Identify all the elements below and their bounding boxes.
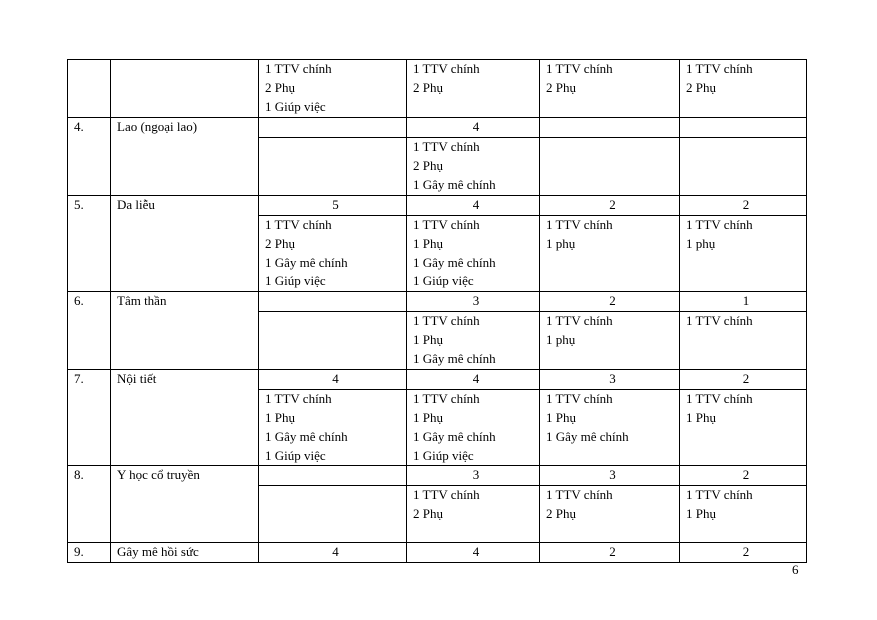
specialty-name: Gây mê hồi sức [111, 543, 259, 563]
table-row-continued [68, 60, 807, 118]
count-cell: 1 [680, 292, 807, 312]
cell-detail: 1 TTV chính 2 Phụ 1 Gây mê chính [407, 137, 540, 195]
table-row-count [68, 195, 807, 215]
row-number: 4. [68, 118, 111, 196]
cell-detail: 1 TTV chính 1 phụ [540, 312, 680, 370]
row-number: 6. [68, 292, 111, 370]
cell-detail [540, 137, 680, 195]
count-cell: 4 [407, 543, 540, 563]
cell-detail: 1 TTV chính 1 Phụ 1 Gây mê chính 1 Giúp việc [407, 215, 540, 292]
row-number: 7. [68, 369, 111, 465]
table-row-count [68, 292, 807, 312]
row-number: 8. [68, 466, 111, 543]
cell-detail [680, 137, 807, 195]
count-cell: 2 [680, 466, 807, 486]
count-cell [259, 292, 407, 312]
cell-detail: 1 TTV chính 1 Phụ 1 Gây mê chính 1 Giúp việc [259, 389, 407, 466]
count-cell: 4 [259, 543, 407, 563]
row-number: 5. [68, 195, 111, 291]
cell-detail: 1 TTV chính 2 Phụ [540, 486, 680, 543]
table-row-count [68, 543, 807, 563]
cell-detail: 1 TTV chính 1 phụ [680, 215, 807, 292]
count-cell: 3 [407, 466, 540, 486]
cell-detail: 1 TTV chính 2 Phụ [680, 60, 807, 118]
specialty-name: Tâm thần [111, 292, 259, 370]
cell-detail: 1 TTV chính 1 phụ [540, 215, 680, 292]
table-row-count [68, 118, 807, 138]
count-cell: 4 [407, 118, 540, 138]
count-cell: 3 [407, 292, 540, 312]
count-cell: 2 [680, 195, 807, 215]
cell-detail: 1 TTV chính 1 Phụ 1 Gây mê chính [540, 389, 680, 466]
cell-specialty [111, 60, 259, 118]
cell-detail: 1 TTV chính [680, 312, 807, 370]
specialty-name: Lao (ngoại lao) [111, 118, 259, 196]
table-row-count [68, 369, 807, 389]
cell-detail: 1 TTV chính 1 Phụ 1 Gây mê chính [407, 312, 540, 370]
count-cell [680, 118, 807, 138]
count-cell: 2 [540, 292, 680, 312]
cell-detail: 1 TTV chính 2 Phụ 1 Gây mê chính 1 Giúp việc [259, 215, 407, 292]
count-cell [259, 118, 407, 138]
table-row-count [68, 466, 807, 486]
row-number: 9. [68, 543, 111, 563]
count-cell: 2 [680, 369, 807, 389]
cell-detail [259, 312, 407, 370]
cell-detail: 1 TTV chính 1 Phụ [680, 389, 807, 466]
count-cell: 2 [540, 195, 680, 215]
count-cell: 4 [407, 195, 540, 215]
cell-detail: 1 TTV chính 2 Phụ [407, 486, 540, 543]
count-cell: 2 [680, 543, 807, 563]
specialty-name: Y học cổ truyền [111, 466, 259, 543]
staffing-table [67, 59, 807, 563]
specialty-name: Da liễu [111, 195, 259, 291]
cell-detail: 1 TTV chính 1 Phụ 1 Gây mê chính 1 Giúp việc [407, 389, 540, 466]
specialty-name: Nội tiết [111, 369, 259, 465]
count-cell: 3 [540, 466, 680, 486]
cell-detail: 1 TTV chính 2 Phụ [407, 60, 540, 118]
count-cell: 4 [259, 369, 407, 389]
count-cell: 2 [540, 543, 680, 563]
cell-detail: 1 TTV chính 2 Phụ [540, 60, 680, 118]
count-cell: 3 [540, 369, 680, 389]
count-cell: 4 [407, 369, 540, 389]
page-number: 6 [792, 562, 799, 577]
cell-detail: 1 TTV chính 1 Phụ [680, 486, 807, 543]
cell-detail [259, 486, 407, 543]
count-cell: 5 [259, 195, 407, 215]
cell-num [68, 60, 111, 118]
cell-detail [259, 137, 407, 195]
count-cell [540, 118, 680, 138]
count-cell [259, 466, 407, 486]
cell-detail: 1 TTV chính 2 Phụ 1 Giúp việc [259, 60, 407, 118]
